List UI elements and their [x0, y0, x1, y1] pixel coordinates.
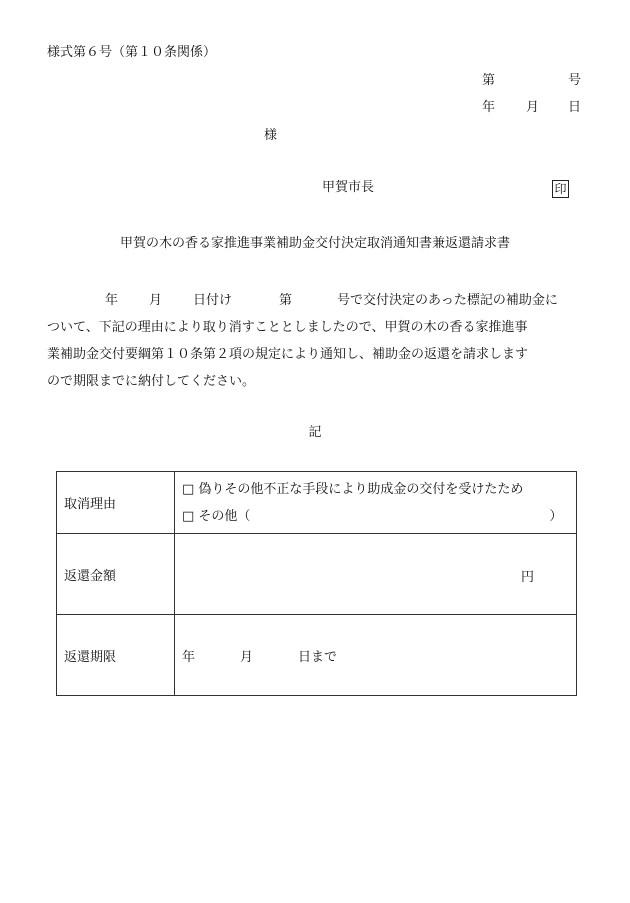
reason-options — [175, 472, 577, 534]
amount-unit: 円 — [521, 570, 535, 585]
deadline-year: 年 — [182, 649, 196, 665]
body-line-3: 業補助金交付要綱第１０条第２項の規定により通知し、補助金の返還を請求します — [47, 347, 529, 362]
form-number: 様式第６号（第１０条関係） — [47, 45, 217, 60]
reason-option-other: □ その他（ ） — [182, 508, 563, 524]
ki-heading: 記 — [308, 425, 322, 440]
body-number-prefix: 第 — [279, 293, 293, 308]
table-row — [57, 615, 577, 696]
table-row — [57, 534, 577, 615]
reason-option-fraud: □ 偽りその他不正な手段により助成金の交付を受けたため — [182, 481, 524, 497]
deadline-month: 月 — [240, 649, 254, 665]
amount-label: 返還金額 — [57, 534, 175, 615]
issuer-name: 甲賀市長 — [322, 180, 375, 195]
document-title: 甲賀の木の香る家推進事業補助金交付決定取消通知書兼返還請求書 — [119, 236, 510, 251]
body-month: 月 — [149, 293, 163, 308]
date-month: 月 — [526, 100, 540, 115]
date-year: 年 — [482, 100, 496, 115]
body-line-1 — [47, 287, 587, 314]
addressee-honorific: 様 — [264, 128, 278, 143]
deadline-label: 返還期限 — [57, 615, 175, 696]
body-paragraph — [47, 287, 587, 395]
body-line-1-rest: 号で交付決定のあった標記の補助金に — [337, 293, 558, 308]
reason-label: 取消理由 — [57, 472, 175, 534]
table-row — [57, 472, 577, 534]
date-day: 日 — [568, 100, 582, 115]
body-line-4: ので期限までに納付してください。 — [47, 374, 256, 389]
document-number-prefix: 第 — [482, 73, 496, 88]
body-line-2: ついて、下記の理由により取り消すこととしましたので、甲賀の木の香る家推進事 — [47, 320, 528, 335]
deadline-value-cell — [175, 615, 577, 696]
details-table — [56, 471, 577, 696]
amount-value-cell — [175, 534, 577, 615]
body-year: 年 — [105, 293, 119, 308]
deadline-day: 日まで — [298, 649, 338, 665]
seal-mark: 印 — [552, 180, 569, 198]
document-number-suffix: 号 — [568, 73, 582, 88]
body-day-dated: 日付け — [193, 293, 233, 308]
